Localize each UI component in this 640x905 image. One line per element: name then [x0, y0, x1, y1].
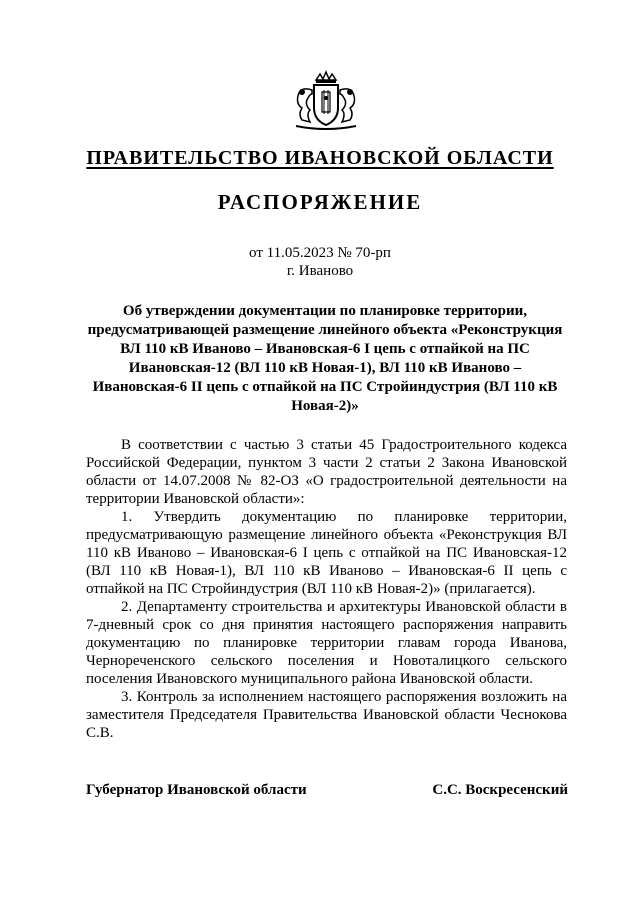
city: г. Иваново: [286, 263, 354, 279]
signature-block: [86, 782, 568, 799]
preamble-paragraph: В соответствии с частью 3 статьи 45 Градостроительного кодекса Российской Федерации, пунктом 3 части 2 статьи 2 Закона Ивановской области от 14.07.2008 № 82-ОЗ «О градостроительной деятельности на территории Ивановской области»:: [86, 437, 567, 507]
organization-title: ПРАВИТЕЛЬСТВО ИВАНОВСКОЙ ОБЛАСТИ: [86, 147, 554, 169]
date-block: [0, 244, 640, 280]
document-body: [86, 436, 567, 742]
item-2-paragraph: 2. Департаменту строительства и архитектуры Ивановской области в 7-дневный срок со дня принятия настоящего распоряжения направить документацию по планировке территории главам города Иванова, Чернореченского сельского поселения и Новоталицкого сельского поселения Ивановского муниципального района Ивановской области.: [86, 599, 567, 687]
signer-name: С.С. Воскресенский: [432, 782, 568, 798]
coat-of-arms-icon: [290, 70, 362, 132]
subject-title: Об утверждении документации по планировке территории, предусматривающей размещение линейного объекта «Реконструкция ВЛ 110 кВ Иваново – Ивановская-6 I цепь с отпайкой на ПС Ивановская-12 (ВЛ 110 кВ Новая-1), ВЛ 110 кВ Иваново – Ивановская-6 II цепь с отпайкой на ПС Стройиндустрия (ВЛ 110 кВ Новая-2)»: [87, 303, 563, 414]
item-1-paragraph: 1. Утвердить документацию по планировке территории, предусматривающую размещение линейного объекта «Реконструкция ВЛ 110 кВ Иваново – Ивановская-6 I цепь с отпайкой на ПС Ивановская-12 (ВЛ 110 кВ Новая-1), ВЛ 110 кВ Иваново – Ивановская-6 II цепь с отпайкой на ПС Стройиндустрия (ВЛ 110 кВ Новая-2)» (прилагается).: [86, 509, 567, 597]
signer-position: Губернатор Ивановской области: [86, 782, 307, 798]
item-3-paragraph: 3. Контроль за исполнением настоящего распоряжения возложить на заместителя Председателя Правительства Ивановской области Чеснокова С.В.: [86, 689, 567, 741]
document-type: РАСПОРЯЖЕНИЕ: [217, 190, 423, 214]
date-number: от 11.05.2023 № 70-рп: [249, 245, 391, 261]
